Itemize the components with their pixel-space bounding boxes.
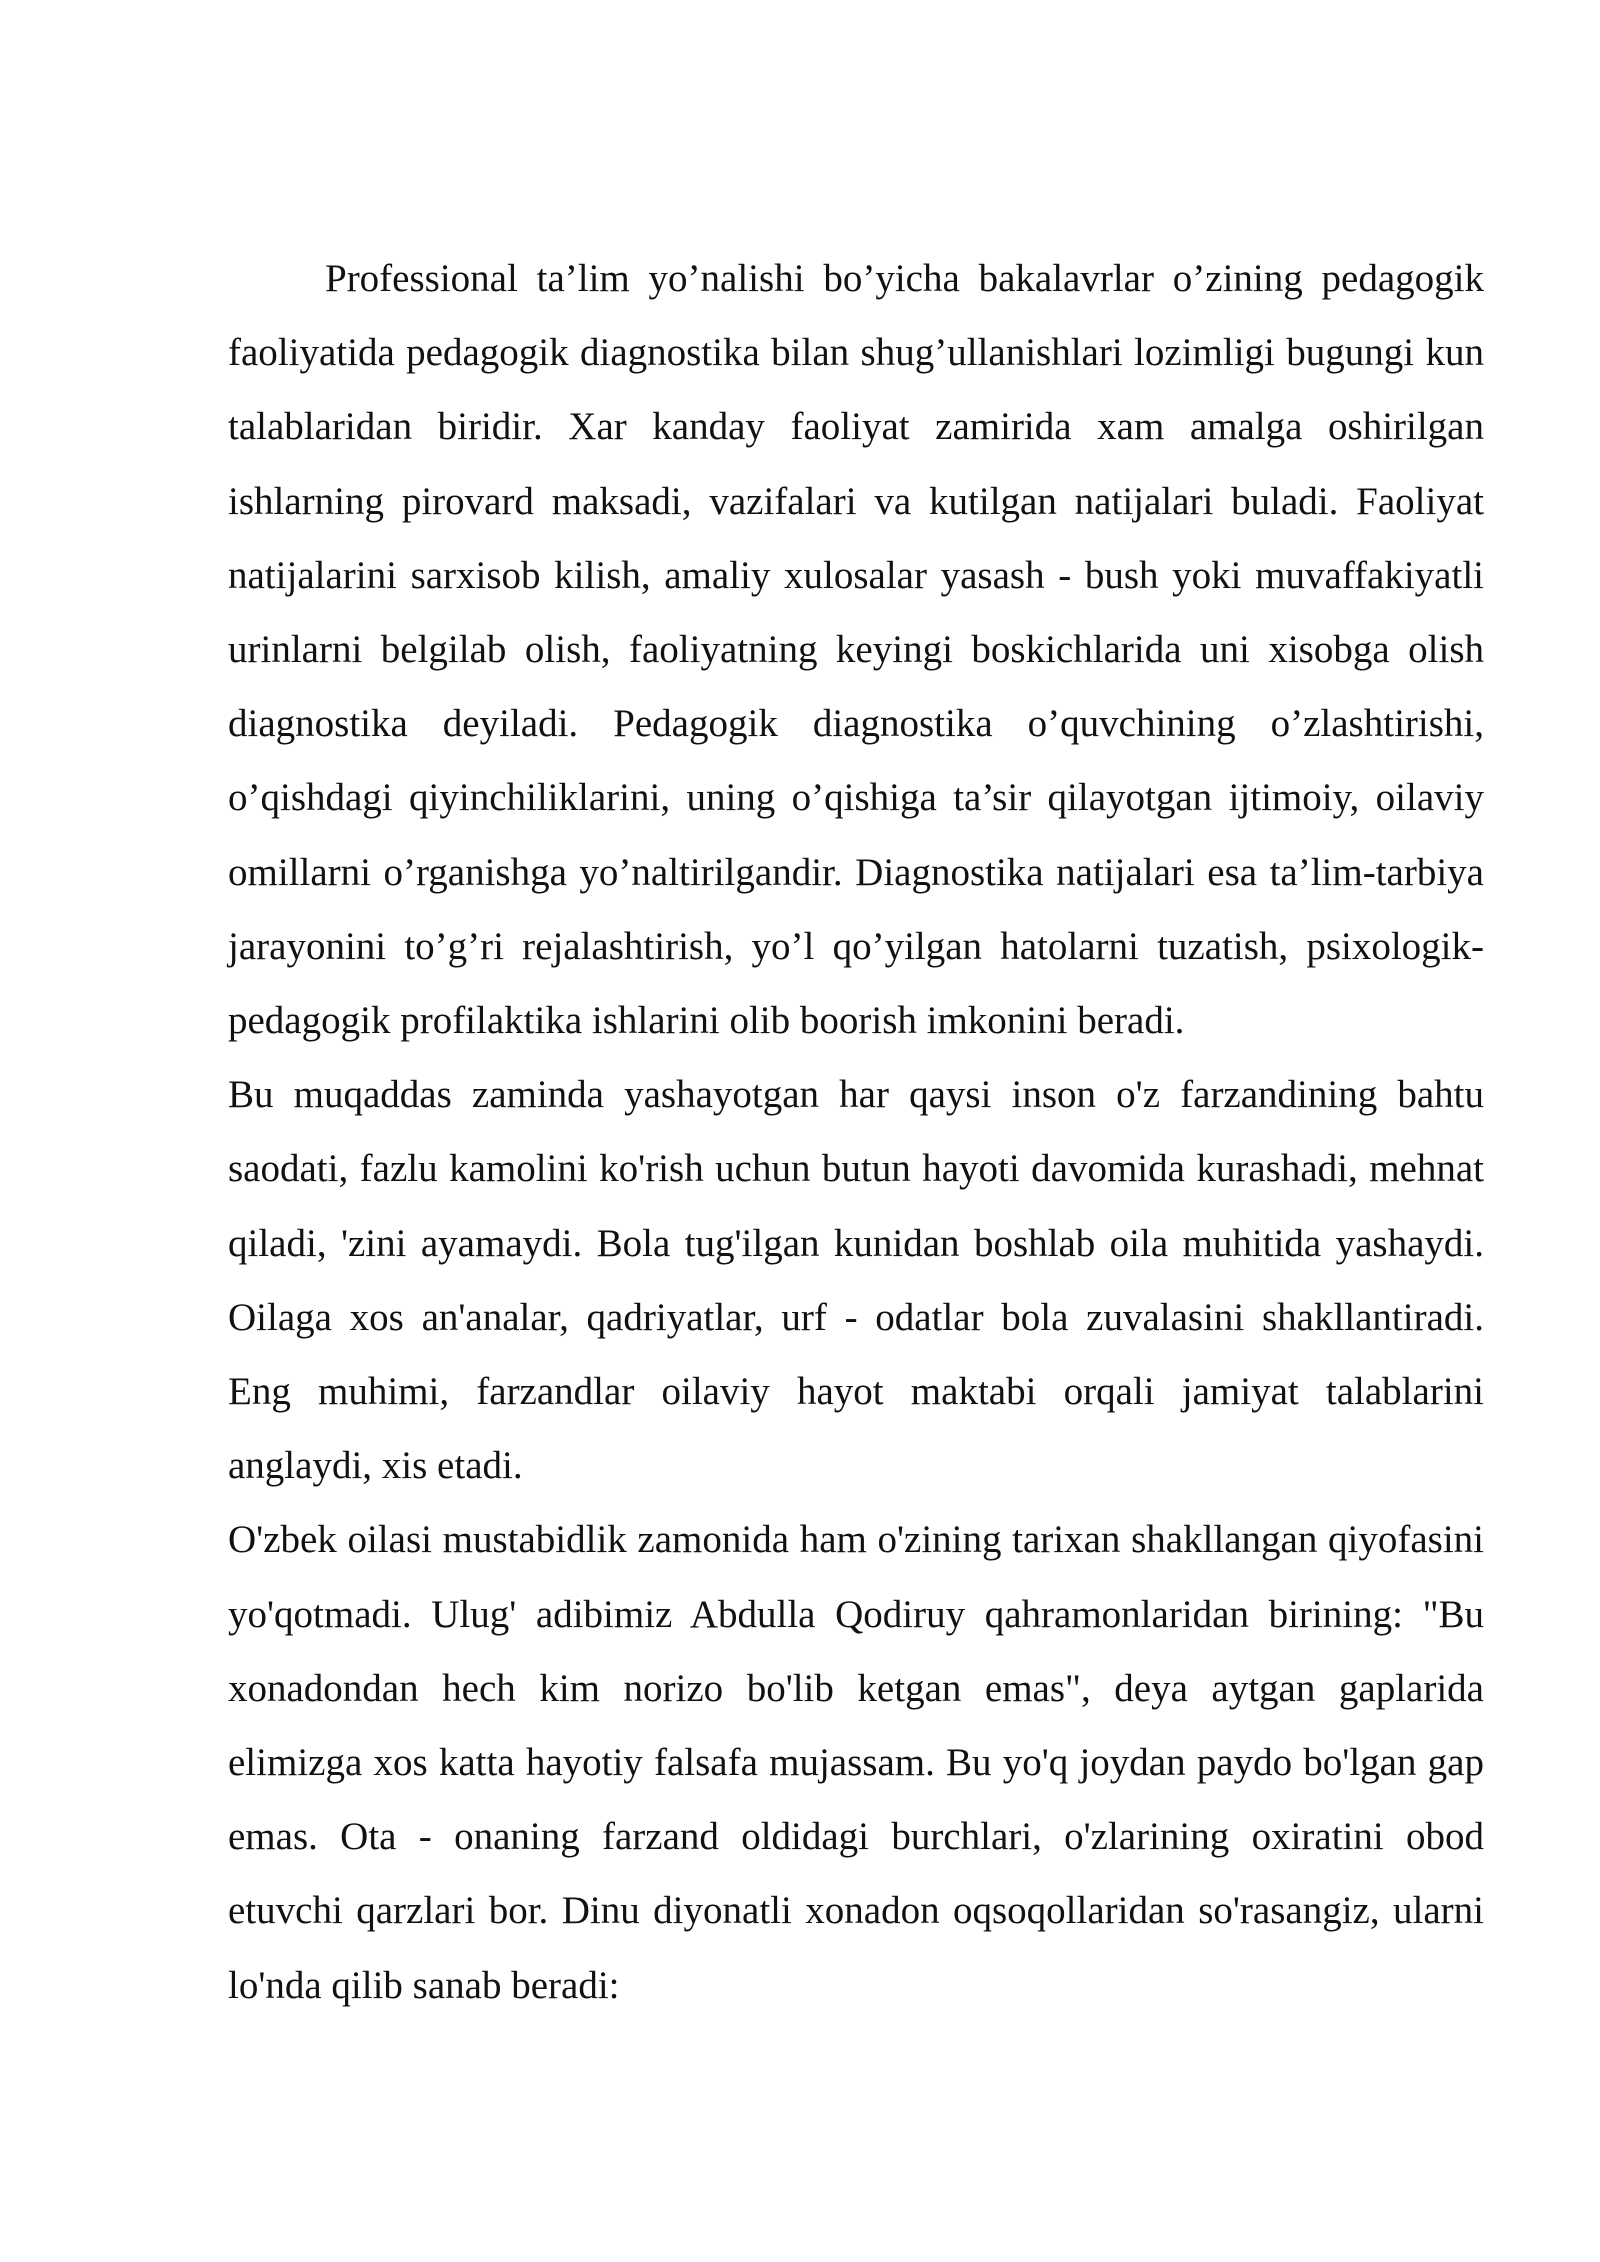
body-text — [228, 242, 1484, 2023]
paragraph-pedagogical-diagnostics: Professional ta’lim yo’nalishi bo’yicha bakalavrlar o’zining pedagogik faoliyatida pedagogik diagnostika bilan shug’ullanishlari lozimligi bugungi kun talablaridan biridir. Xar kanday faoliyat zamirida xam amalga oshirilgan ishlarning pirovard maksadi, vazifalari va kutilgan natijalari buladi. Faoliyat natijalarini sarxisob kilish, amaliy xulosalar yasash - bush yoki muvaffakiyatli urinlarni belgilab olish, faoliyatning keyingi boskichlarida uni xisobga olish diagnostika deyiladi. Pedagogik diagnostika o’quvchining o’zlashtirishi, o’qishdagi qiyinchiliklarini, uning o’qishiga ta’sir qilayotgan ijtimoiy, oilaviy omillarni o’rganishga yo’naltirilgandir. Diagnostika natijalari esa ta’lim-tarbiya jarayonini to’g’ri rejalashtirish, yo’l qo’yilgan hatolarni tuzatish, psixologik-pedagogik profilaktika ishlarini olib boorish imkonini beradi. — [228, 257, 1484, 1043]
paragraph-family-upbringing: Bu muqaddas zaminda yashayotgan har qaysi inson o'z farzandining bahtu saodati, fazlu kamolini ko'rish uchun butun hayoti davomida kurashadi, mehnat qiladi, 'zini ayamaydi. Bola tug'ilgan kunidan boshlab oila muhitida yashaydi. Oilaga xos an'analar, qadriyatlar, urf - odatlar bola zuvalasini shakllantiradi. Eng muhimi, farzandlar oilaviy hayot maktabi orqali jamiyat talablarini anglaydi, xis etadi. — [228, 1073, 1484, 1488]
paragraph-uzbek-family: O'zbek oilasi mustabidlik zamonida ham o'zining tarixan shakllangan qiyofasini yo'qotmadi. Ulug' adibimiz Abdulla Qodiruy qahramonlaridan birining: "Bu xonadondan hech kim norizo bo'lib ketgan emas", deya aytgan gaplarida elimizga xos katta hayotiy falsafa mujassam. Bu yo'q joydan paydo bo'lgan gap emas. Ota - onaning farzand oldidagi burchlari, o'zlarining oxiratini obod etuvchi qarzlari bor. Dinu diyonatli xonadon oqsoqollaridan so'rasangiz, ularni lo'nda qilib sanab beradi: — [228, 1518, 1484, 2007]
